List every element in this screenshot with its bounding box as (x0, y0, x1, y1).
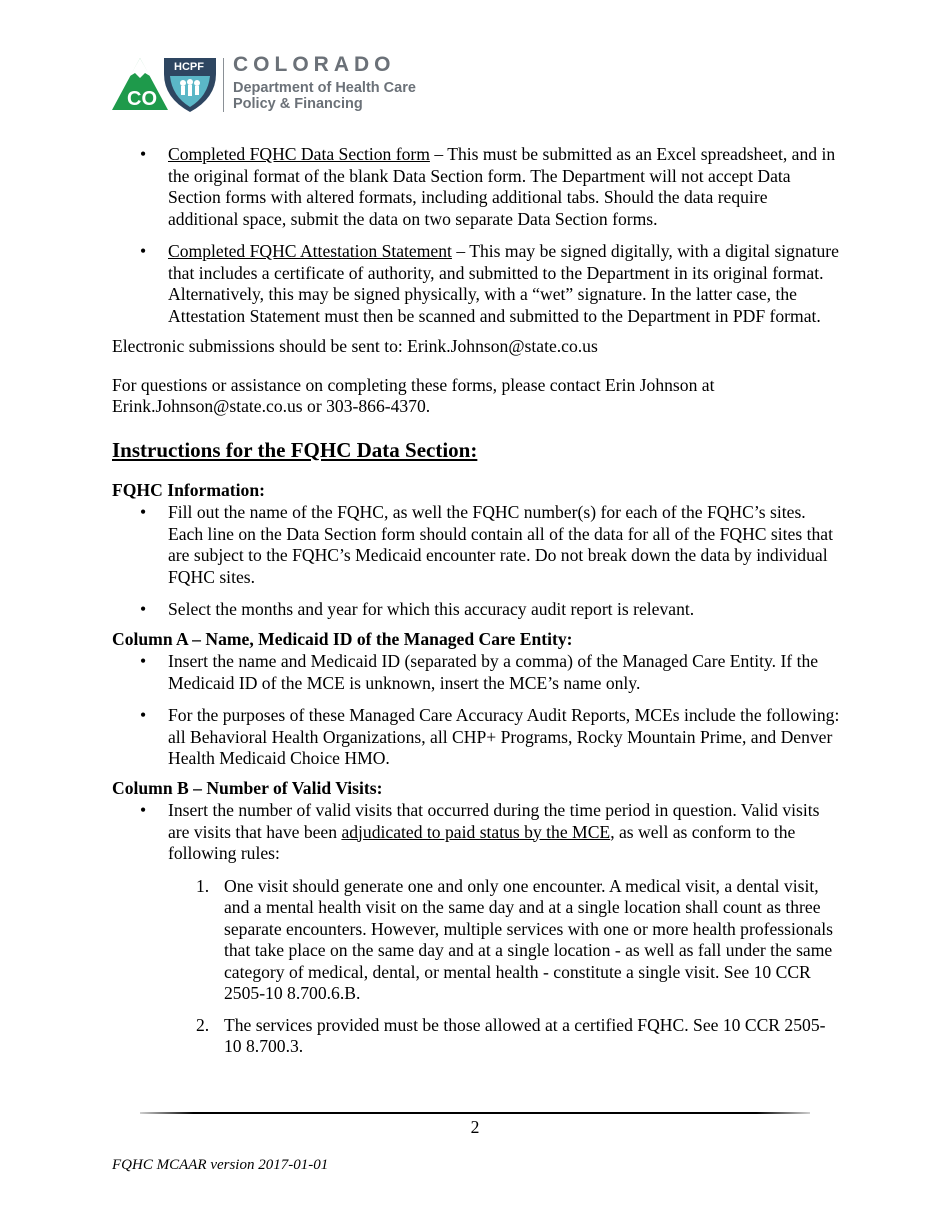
version-footer: FQHC MCAAR version 2017-01-01 (112, 1157, 329, 1173)
rule-number: 2. (196, 1014, 210, 1035)
data-section-form-link: Completed FQHC Data Section form (168, 144, 430, 164)
hcpf-logo-icon (112, 54, 218, 114)
org-name: COLORADO (233, 53, 396, 76)
list-item-text: – This may be signed digitally, with a digital signature that includes a certificate of authority, and submitted to the Department in its original format. Alternatively, this may be signed physically, with a “wet” signature. In the latter case, the Attestation Statement must then be scanned and submitted to the Department in PDF format. (168, 241, 839, 326)
list-item-text: , as well as conform to the following rules: (168, 821, 796, 863)
electronic-submission-text: Electronic submissions should be sent to: Erink.Johnson@state.co.us (112, 336, 598, 356)
rule-text: One visit should generate one and only one encounter. A medical visit, a dental visit, and a mental health visit on the same day and at a single location shall count as three separate encounters. However, multiple services with one or more health professionals that take place on the same day and at a single location - as well as fall under the same category of medical, dental, or mental health - constitute a single visit. See 10 CCR 2505-10 8.700.6.B. (224, 875, 834, 1003)
dept-line-2: Policy & Financing (233, 96, 363, 112)
footer-divider (140, 1112, 810, 1114)
logo-divider (223, 58, 224, 112)
list-item (112, 241, 842, 327)
page-header (112, 54, 452, 116)
rule-item (112, 876, 842, 1005)
fqhc-information-list (112, 502, 842, 621)
logo-state-abbr: CO (127, 88, 157, 110)
column-a-list (112, 651, 842, 770)
column-b-list (112, 800, 842, 865)
list-item: • For the purposes of these Managed Care Accuracy Audit Reports, MCEs include the following: all Behavioral Health Organizations, all CHP+ Programs, Rocky Mountain Prime, and Denver Health Medicaid Choice HMO. (112, 705, 842, 770)
rule-text: The services provided must be those allowed at a certified FQHC. See 10 CCR 2505-10 8.700.3. (224, 1014, 826, 1056)
list-item: • Select the months and year for which this accuracy audit report is relevant. (112, 599, 842, 621)
column-b-heading: Column B – Number of Valid Visits: (112, 777, 383, 798)
submission-requirements-list (112, 144, 842, 327)
list-item (112, 144, 842, 230)
document-body (112, 144, 842, 1068)
questions-contact-text: For questions or assistance on completing these forms, please contact Erin Johnson at Erink.Johnson@state.co.us or 303-866-4370. (112, 374, 715, 416)
list-item: • Insert the name and Medicaid ID (separated by a comma) of the Managed Care Entity. If the Medicaid ID of the MCE is unknown, insert the MCE’s name only. (112, 651, 842, 694)
adjudicated-status-link: adjudicated to paid status by the MCE (341, 821, 611, 842)
rule-item (112, 1015, 842, 1058)
valid-visit-rules-list (112, 876, 842, 1058)
org-department (233, 80, 416, 112)
column-a-heading: Column A – Name, Medicaid ID of the Managed Care Entity: (112, 628, 573, 649)
list-item: • Fill out the name of the FQHC, as well the FQHC number(s) for each of the FQHC’s sites. Each line on the Data Section form should contain all of the data for all of the FQHC sites that are subject to the FQHC’s Medicaid encounter rate. Do not break down the data by individual FQHC sites. (112, 502, 842, 588)
list-item-text: Insert the number of valid visits that occurred during the time period in question. Valid visits are visits that have been (168, 800, 820, 842)
instructions-heading: Instructions for the FQHC Data Section: (112, 437, 478, 462)
dept-line-1: Department of Health Care (233, 80, 416, 96)
logo-badge-text: HCPF (174, 61, 204, 73)
rule-number: 1. (196, 875, 210, 896)
fqhc-information-heading: FQHC Information: (112, 479, 265, 500)
page-number: 2 (470, 1117, 480, 1137)
attestation-statement-link: Completed FQHC Attestation Statement (168, 241, 452, 261)
list-item-text: – This must be submitted as an Excel spreadsheet, and in the original format of the blank Data Section form. The Department will not accept Data Section forms with altered formats, including additional tabs. Should the data require additional space, submit the data on two separate Data Section forms. (168, 144, 836, 229)
list-item (112, 800, 842, 865)
